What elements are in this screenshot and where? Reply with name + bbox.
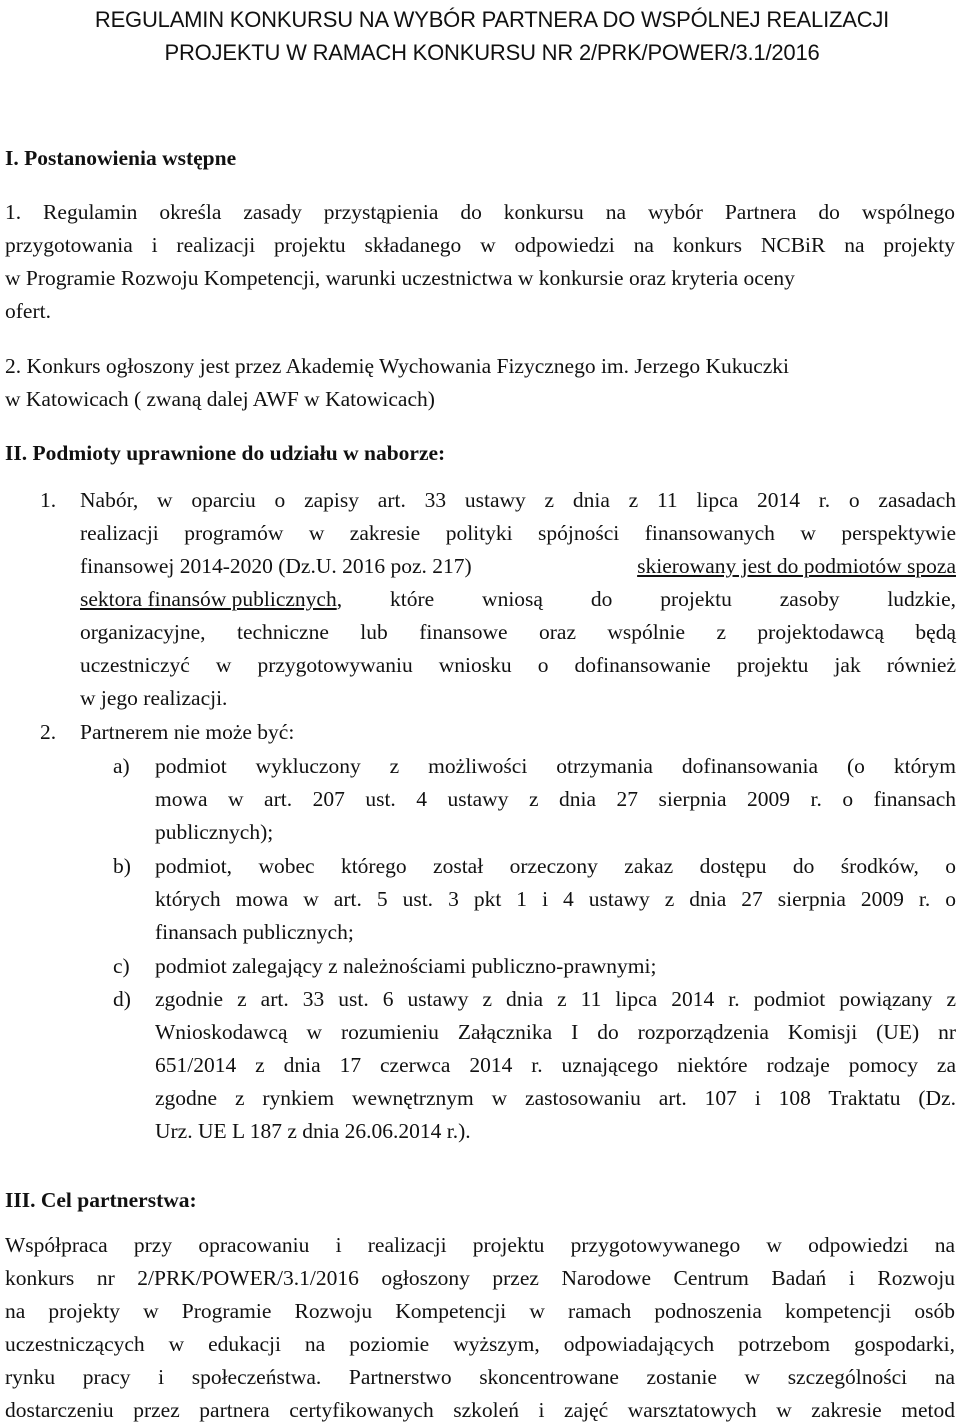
text-line: 2. Konkurs ogłoszony jest przez Akademię Wychowania Fizycznego im. Jerzego Kukuczki bbox=[5, 354, 790, 378]
text-line: zgodne z rynkiem wewnętrznym w zastosowaniu art. 107 i 108 Traktatu (Dz. bbox=[155, 1086, 956, 1110]
document-title bbox=[27, 3, 957, 69]
item-number: 1. bbox=[40, 488, 57, 512]
sub-item-b bbox=[113, 850, 956, 949]
text-line: publicznych); bbox=[155, 820, 274, 844]
sub-item-letter: a) bbox=[113, 754, 130, 778]
text-line: podmiot, wobec którego został orzeczony zakaz dostępu do środków, o bbox=[155, 854, 956, 878]
section-1-paragraph-1 bbox=[5, 196, 955, 328]
text-line: podmiot wykluczony z możliwości otrzymania dofinansowania (o którym bbox=[155, 754, 956, 778]
item-number: 2. bbox=[40, 720, 57, 744]
text-line: Partnerem nie może być: bbox=[80, 720, 295, 744]
text-line: w jego realizacji. bbox=[80, 686, 228, 710]
text-line: w Katowicach ( zwaną dalej AWF w Katowicach) bbox=[5, 387, 435, 411]
text-line: na projekty w Programie Rozwoju Kompetencji w ramach podnoszenia kompetencji osób bbox=[5, 1299, 955, 1323]
section-2-heading: II. Podmioty uprawnione do udziału w naborze: bbox=[5, 441, 446, 465]
text-line: finansach publicznych; bbox=[155, 920, 354, 944]
sub-item-letter: b) bbox=[113, 854, 131, 878]
section-1-heading: I. Postanowienia wstępne bbox=[5, 146, 237, 170]
text-line: Urz. UE L 187 z dnia 26.06.2014 r.). bbox=[155, 1119, 471, 1143]
text-line: dostarczeniu przez partnera certyfikowanych szkoleń i zajęć warsztatowych w zakresie metod bbox=[5, 1398, 955, 1422]
sub-item-a bbox=[113, 750, 956, 849]
text-line: mowa w art. 207 ust. 4 ustawy z dnia 27 sierpnia 2009 r. o finansach bbox=[155, 787, 956, 811]
text-line: Nabór, w oparciu o zapisy art. 33 ustawy z dnia z 11 lipca 2014 r. o zasadach bbox=[80, 488, 956, 512]
section-1-paragraph-2 bbox=[5, 350, 955, 416]
sub-item-letter: c) bbox=[113, 954, 130, 978]
text-line: 651/2014 z dnia 17 czerwca 2014 r. uznającego niektóre rodzaje pomocy za bbox=[155, 1053, 956, 1077]
text-line: organizacyjne, techniczne lub finansowe oraz wspólnie z projektodawcą będą bbox=[80, 620, 956, 644]
sub-item-c bbox=[113, 950, 956, 983]
text-line: rynku pracy i społeczeństwa. Partnerstwo skoncentrowane zostanie w szczególności na bbox=[5, 1365, 955, 1389]
text-line: przygotowania i realizacji projektu składanego w odpowiedzi na konkurs NCBiR na projekty bbox=[5, 233, 955, 257]
text-line: konkurs nr 2/PRK/POWER/3.1/2016 ogłoszony przez Narodowe Centrum Badań i Rozwoju bbox=[5, 1266, 955, 1290]
text-line: Wnioskodawcą w rozumieniu Załącznika I do rozporządzenia Komisji (UE) nr bbox=[155, 1020, 956, 1044]
text-line: uczestniczyć w przygotowywaniu wniosku o dofinansowanie projektu jak również bbox=[80, 653, 956, 677]
text-line: 1. Regulamin określa zasady przystąpienia do konkursu na wybór Partnera do wspólnego bbox=[5, 200, 955, 224]
section-2-item-1 bbox=[40, 484, 956, 715]
sub-item-d bbox=[113, 983, 956, 1148]
text-line bbox=[80, 583, 956, 616]
text-line: uczestniczących w edukacji na poziomie wyższym, odpowiadających potrzebom gospodarki, bbox=[5, 1332, 955, 1356]
text-line: których mowa w art. 5 ust. 3 pkt 1 i 4 ustawy z dnia 27 sierpnia 2009 r. o bbox=[155, 887, 956, 911]
text-segment: finansowej 2014-2020 (Dz.U. 2016 poz. 217) bbox=[80, 554, 478, 578]
underlined-text: skierowany jest do podmiotów spoza bbox=[637, 554, 956, 578]
section-3-heading: III. Cel partnerstwa: bbox=[5, 1188, 197, 1212]
text-line: realizacji programów w zakresie polityki spójności finansowanych w perspektywie bbox=[80, 521, 956, 545]
text-segment: , które wniosą do projektu zasoby ludzkie, bbox=[336, 587, 956, 611]
title-line-1: REGULAMIN KONKURSU NA WYBÓR PARTNERA DO WSPÓLNEJ REALIZACJI bbox=[94, 7, 890, 32]
text-line: podmiot zalegający z należnościami publiczno-prawnymi; bbox=[155, 954, 657, 978]
text-line: ofert. bbox=[5, 299, 51, 323]
title-line-2: PROJEKTU W RAMACH KONKURSU NR 2/PRK/POWER/3.1/2016 bbox=[164, 40, 820, 65]
section-2-item-2 bbox=[40, 716, 956, 749]
underlined-text: sektora finansów publicznych bbox=[80, 587, 337, 611]
text-line: Współpraca przy opracowaniu i realizacji projektu przygotowywanego w odpowiedzi na bbox=[5, 1233, 955, 1257]
sub-item-letter: d) bbox=[113, 987, 131, 1011]
text-line: zgodnie z art. 33 ust. 6 ustawy z dnia z 11 lipca 2014 r. podmiot powiązany z bbox=[155, 987, 956, 1011]
text-line: w Programie Rozwoju Kompetencji, warunki uczestnictwa w konkursie oraz kryteria oceny bbox=[5, 266, 795, 290]
text-line bbox=[80, 550, 956, 583]
section-3-paragraph bbox=[5, 1229, 955, 1427]
